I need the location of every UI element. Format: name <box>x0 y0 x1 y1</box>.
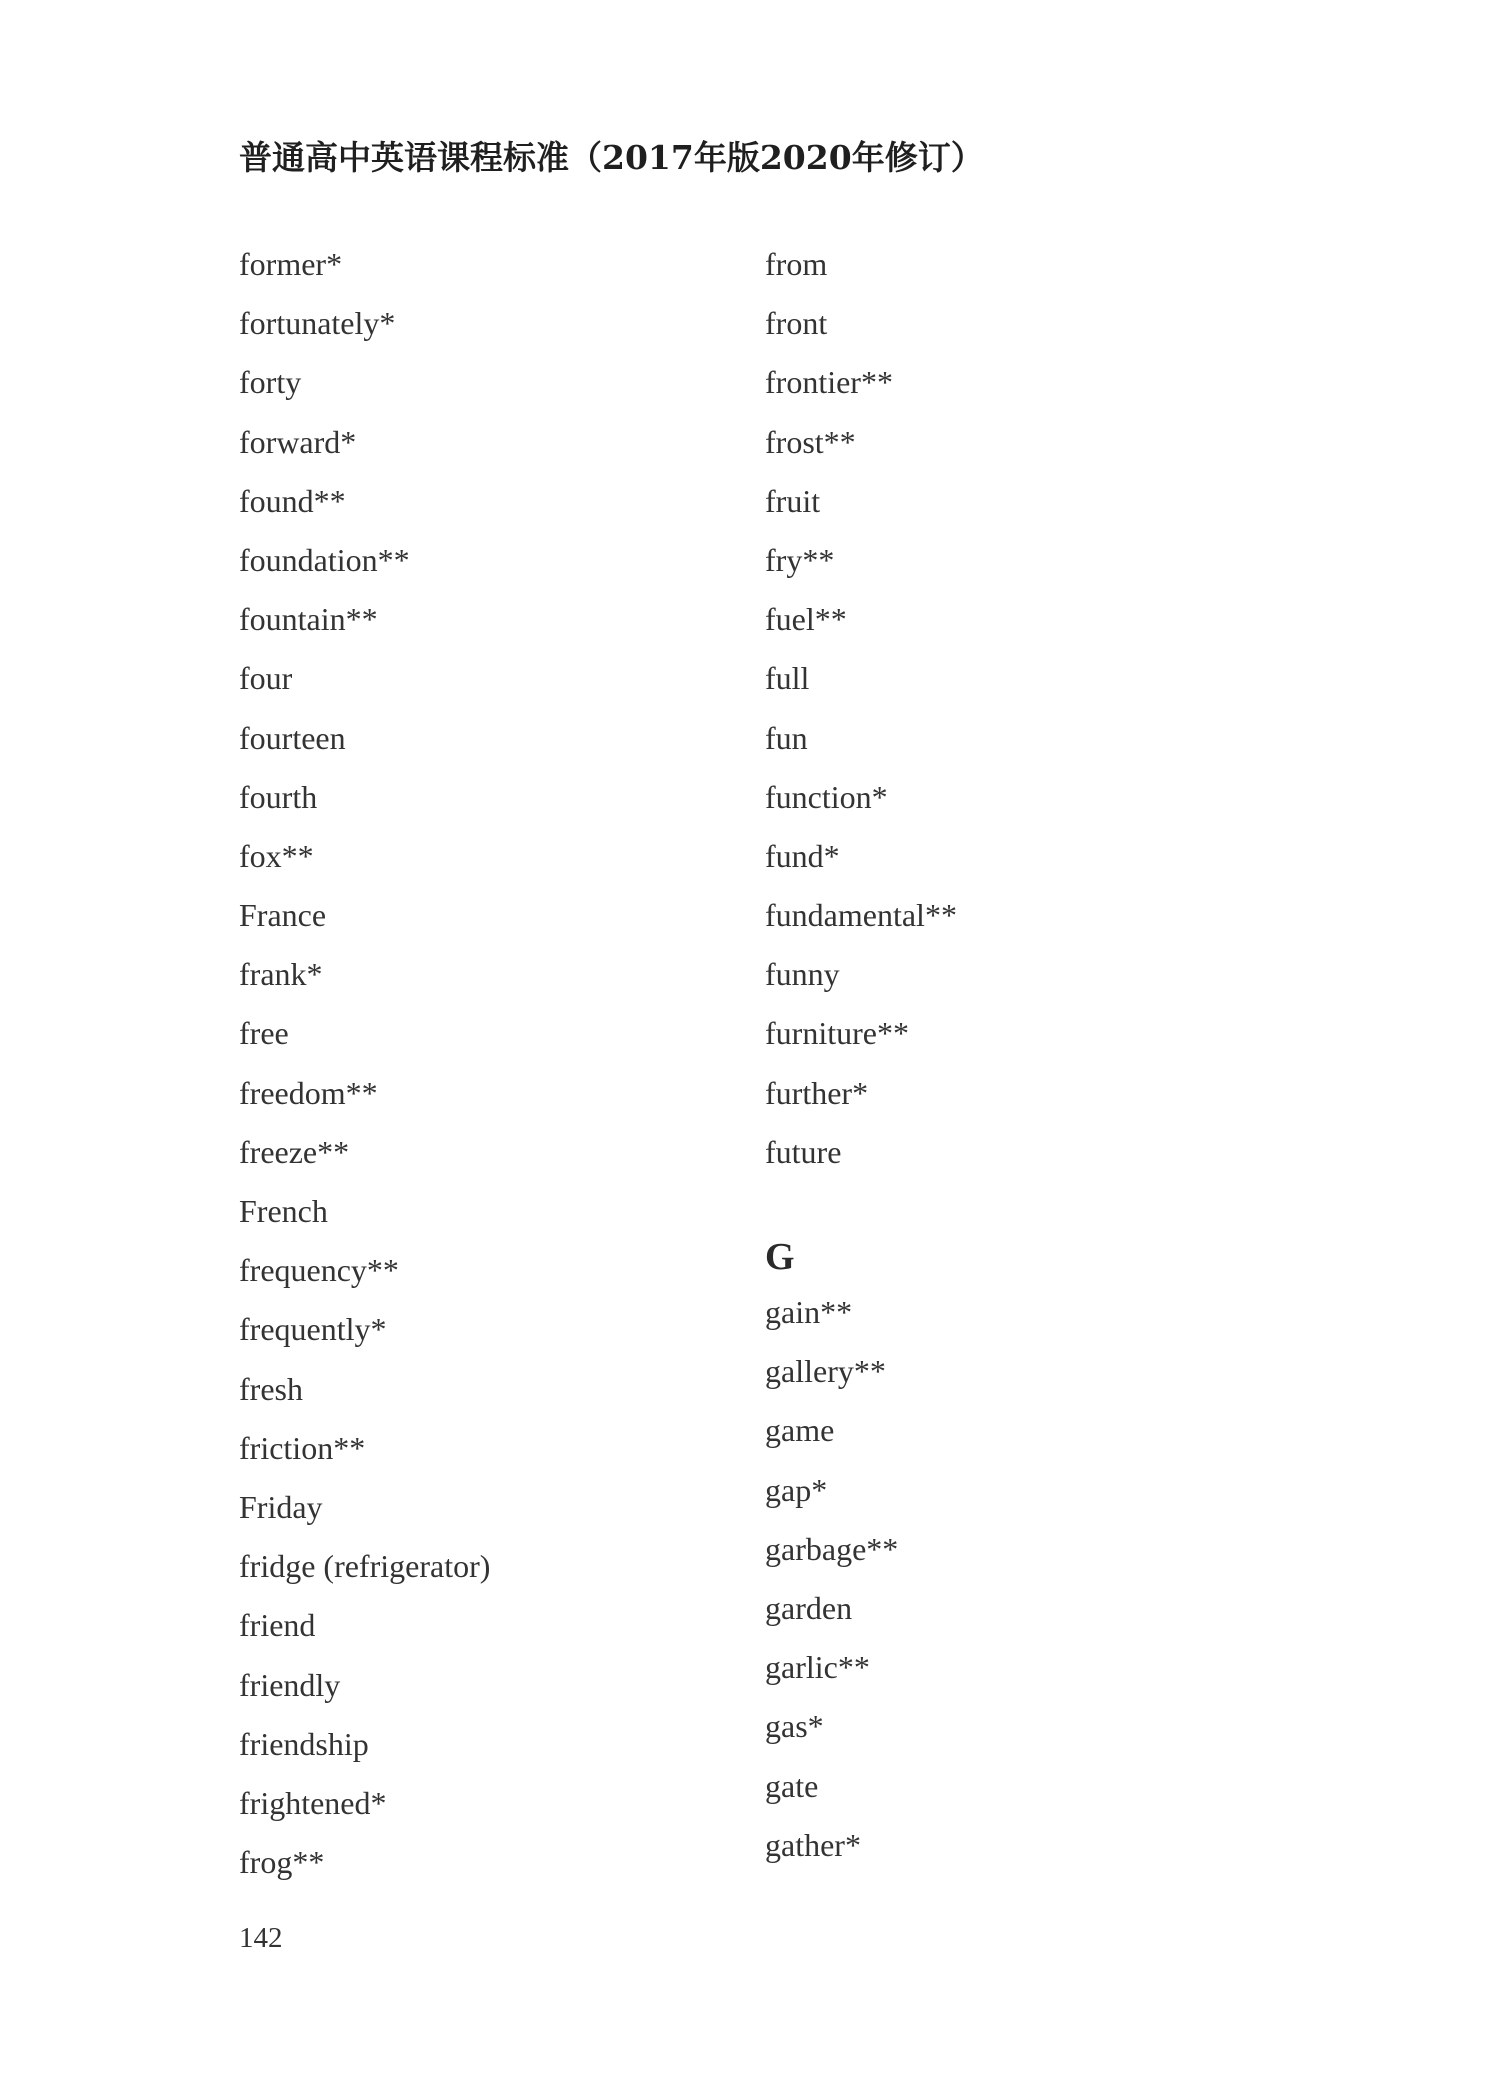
word-entry: French <box>239 1193 328 1229</box>
word-entry: function* <box>765 778 888 815</box>
word-entry: fruit <box>765 482 821 519</box>
word-entry: friction** <box>239 1429 366 1466</box>
word-entry: funny <box>765 956 840 993</box>
word-entry: free <box>239 1015 289 1052</box>
word-entry: frost** <box>765 423 856 460</box>
word-entry: Friday <box>239 1488 323 1525</box>
word-entry: gap* <box>765 1471 828 1508</box>
word-entry: fox** <box>239 837 314 874</box>
word-entry: furniture** <box>765 1015 909 1052</box>
word-entry: fresh <box>239 1370 303 1407</box>
word-entry: France <box>239 897 327 934</box>
word-entry: fun <box>765 719 808 756</box>
word-entry: garden <box>765 1589 853 1626</box>
word-entry: gas* <box>765 1708 824 1745</box>
word-entry: fortunately* <box>239 305 396 342</box>
word-entry: found** <box>239 482 346 519</box>
word-entry: friendship <box>239 1725 369 1762</box>
word-list-left <box>239 240 739 1897</box>
word-entry: frank* <box>239 956 323 993</box>
word-entry: freeze** <box>239 1133 350 1170</box>
word-entry: from <box>765 246 828 282</box>
word-entry: freedom** <box>239 1074 378 1111</box>
word-entry: gallery** <box>765 1353 886 1390</box>
word-entry: fourth <box>239 778 318 815</box>
word-entry: fuel** <box>765 601 847 638</box>
word-entry: frequency** <box>239 1252 399 1289</box>
word-entry: frequently* <box>239 1311 387 1348</box>
word-entry: fountain** <box>239 601 378 638</box>
word-entry: future <box>765 1133 842 1170</box>
page-number: 142 <box>239 1922 283 1954</box>
word-entry: garlic** <box>765 1649 870 1686</box>
word-entry: frontier** <box>765 364 893 401</box>
section-letter-heading: G <box>765 1236 795 1278</box>
word-entry: friendly <box>239 1666 341 1703</box>
word-entry: frightened* <box>239 1784 387 1821</box>
word-list-right <box>765 240 1265 1880</box>
word-entry: front <box>765 305 828 342</box>
word-entry: fourteen <box>239 719 346 756</box>
section-spacer <box>765 1187 1265 1217</box>
word-entry: former* <box>239 246 343 282</box>
word-entry: fry** <box>765 541 835 578</box>
word-entry: garbage** <box>765 1530 899 1567</box>
word-entry: four <box>239 660 293 697</box>
word-entry: fundamental** <box>765 897 957 934</box>
page-header-title: 普通高中英语课程标准（2017年版2020年修订） <box>239 138 984 177</box>
word-entry: gate <box>765 1767 819 1804</box>
word-entry: game <box>765 1412 835 1449</box>
word-entry: frog** <box>239 1844 325 1881</box>
word-entry: full <box>765 660 810 697</box>
word-entry: foundation** <box>239 541 410 578</box>
word-entry: friend <box>239 1607 316 1644</box>
word-entry: forty <box>239 364 302 401</box>
word-entry: forward* <box>239 423 357 460</box>
word-entry: gain** <box>765 1294 853 1330</box>
word-entry: gather* <box>765 1826 861 1863</box>
word-entry: fund* <box>765 837 840 874</box>
word-entry: fridge (refrigerator) <box>239 1548 491 1585</box>
word-entry: further* <box>765 1074 869 1111</box>
